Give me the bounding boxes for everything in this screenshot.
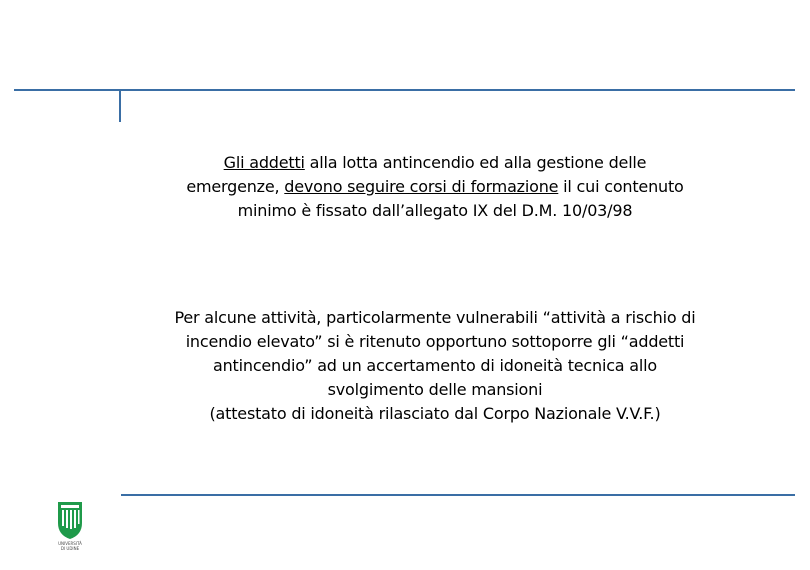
paragraph1-line2-after: il cui contenuto [558,177,684,196]
paragraph2-line3: antincendio” ad un accertamento di idoneità tecnica allo [213,356,657,375]
underlined-phrase-corsi: devono seguire corsi di formazione [284,177,559,196]
vertical-tick-divider [119,91,121,122]
paragraph-high-risk-activities [120,306,750,426]
top-divider [14,89,795,91]
paragraph1-line2 [120,175,750,199]
logo-caption-line2: DI UDINE [60,546,80,551]
paragraph2-line4: svolgimento delle mansioni [327,380,543,399]
paragraph-training-requirement [120,151,750,223]
paragraph1-line2-before: emergenze, [186,177,285,196]
paragraph2-line5: (attestato di idoneità rilasciato dal Corpo Nazionale V.V.F.) [209,404,661,423]
paragraph1-line3: minimo è fissato dall’allegato IX del D.M. 10/03/98 [237,201,633,220]
underlined-phrase-addetti: Gli addetti [223,153,305,172]
logo-caption-line1: UNIVERSITÀ [58,541,82,546]
paragraph1-line1-rest: alla lotta antincendio ed alla gestione delle [304,153,647,172]
paragraph2-line1: Per alcune attività, particolarmente vulnerabili “attività a rischio di [174,308,696,327]
bottom-divider [121,494,795,496]
paragraph2-line2: incendio elevato” si è ritenuto opportuno sottoporre gli “addetti [185,332,685,351]
logo-caption [44,541,96,551]
paragraph1-line1 [120,151,750,175]
